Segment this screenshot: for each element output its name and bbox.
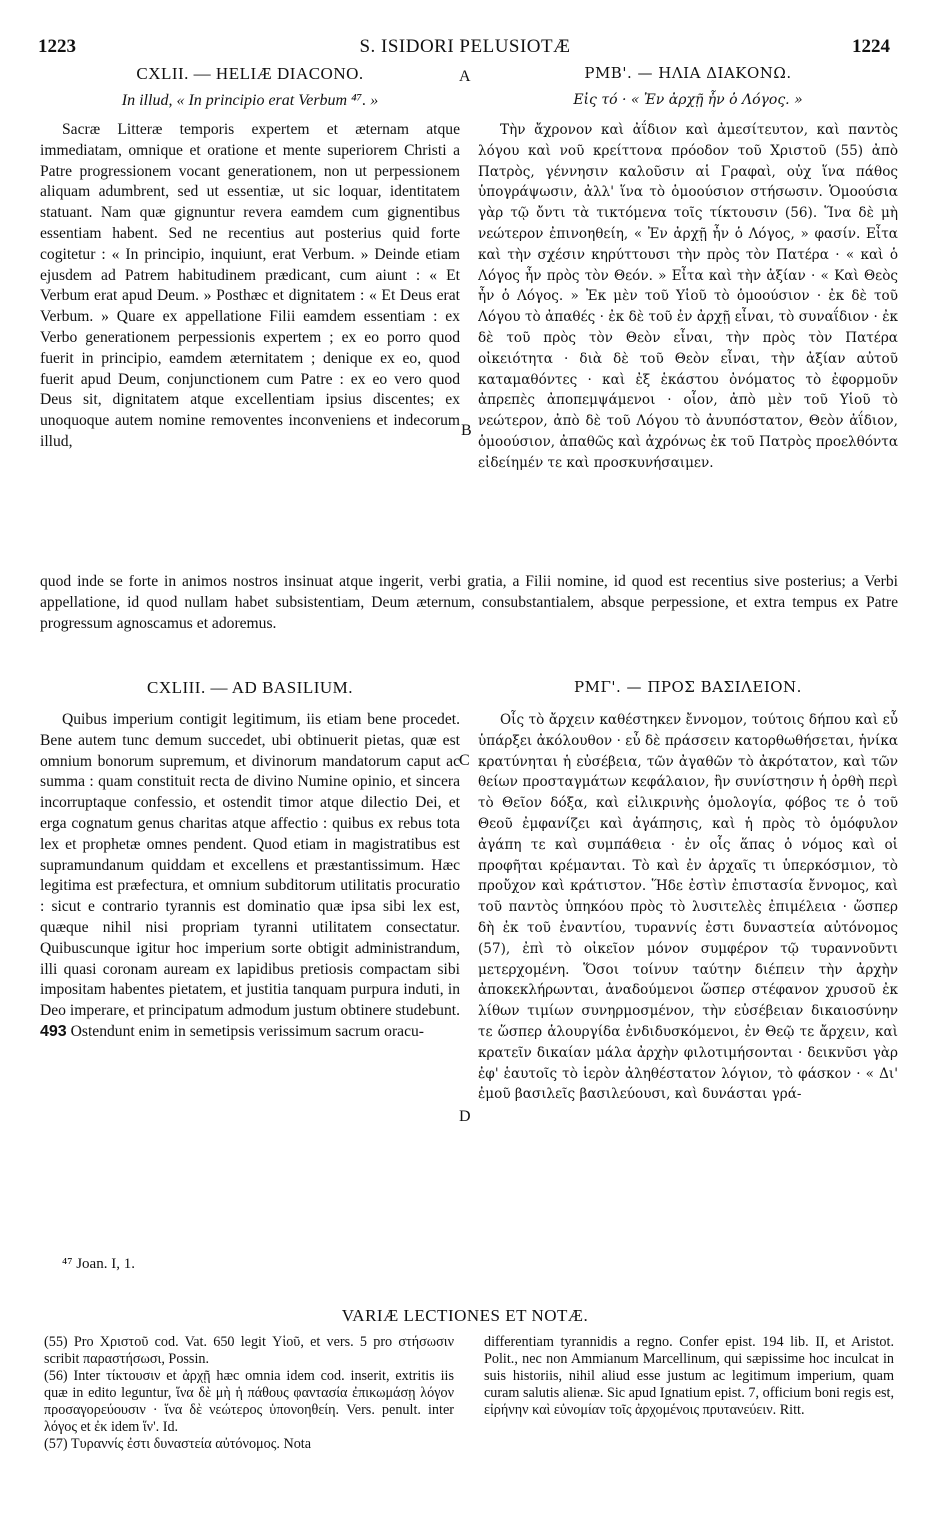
latin-continuation: quod inde se forte in animos nostros insinuat atque ingerit, verbi gratia, a Filii nomine, id quod est recentius sive posterius; a Verbi appellatione, id quod nullam habet subsistentiam, Deum æternum, consubstantialem, absque perpessione, et extra tempus ex Patre progressum agnoscamus et adoremus. <box>40 573 898 632</box>
greek-paragraph-143: Οἷς τὸ ἄρχειν καθέστηκεν ἔννομον, τούτοις δήπου καὶ εὖ ὑπάρξει ἀκόλουθον · εὖ δὲ πράσσειν κατορθωθήσεται, ἡνίκα κρατύνηται ἡ εὐσέβεια, τῶν ἀγαθῶν τὸ ἀκρότατον, καὶ τῶν θείων προσταγμάτων κεφάλαιον, ἣν συνίστησιν ἡ ὀρθὴ περὶ τὸ Θεῖον δόξα, καὶ εἰλικρινὴς ὁμολογία, φόβος τε ὁ τοῦ Θεοῦ ἐμφανίζει καὶ ἀγάπησις, καὶ ἡ πρὸς τὸ ὁμόφυλον ἀγάπη τε καὶ συμπάθεια · ἐν οἷς ἅπας ὁ νόμος καὶ οἱ προφῆται κρέμανται. Τὸ καὶ ἐν ἀρχαῖς τι ὑπερκόσμιον, τὸ προὔχον καὶ κράτιστον. Ἥδε ἐστὶν ἐπιστασία ἔννομος, καὶ τοῦ παντὸς ὑπηκόου πρὸς τὸ λυσιτελὲς ἐπιμέλεια · ὥσπερ δὴ ἐκ τοῦ ἐναντίου, τυραννίς ἐστι δυναστεία αὐτόνομος (57), ἐπὶ τὸ οἰκεῖον μόνον συμφέρον τῷ τυραννοῦντι μετερχομένη. Ὅσοι τοίνυν ταύτην διέπειν τὴν ἀρχὴν ἀποκεκλήρωνται, ἀναδούμενοι ὥσπερ στέφανον χρυσοῦ ἐκ λίθων τιμίων συνηρμοσμένον, τὴν εὐσέβειαν δικαιοσύνην τε ὥσπερ ἁλουργίδα ἐνδιδυσκόμενοι, ἐν Θεῷ τε ἄρχειν, καὶ κρατεῖν δικαίαν μάλα ἀρχὴν φιλοτιμήσονται · δεικνῦσι γὰρ ἐφ' ἑαυτοῖς τὸ ἱερὸν ἀληθέστατον λόγιον, τὸ φάσκον · « Δι' ἐμοῦ βασιλεῖς βασιλεύουσι, καὶ δυνάσται γρά- <box>478 712 898 1103</box>
column-marker: 493 <box>40 1022 67 1040</box>
note-57: (57) Τυραννίς ἐστι δυναστεία αὐτόνομος. Nota <box>44 1436 312 1452</box>
greek-letter-title: ΡΜΒ'. — ΗΛΙΑ ΔΙΑΚΟΝΩ. <box>584 64 792 82</box>
latin-letter-subtitle: In illud, « In principio erat Verbum ⁴⁷. » <box>121 92 379 109</box>
notes-right-column <box>484 1334 894 1524</box>
left-page-number: 1223 <box>38 36 76 57</box>
notes-left-column <box>44 1334 454 1524</box>
latin-text-after-marker: Ostendunt enim in semetipsis verissimum sacrum oracu- <box>70 1022 425 1040</box>
greek-column-143 <box>478 710 898 1232</box>
greek-paragraph: Τὴν ἄχρονον καὶ ἀΐδιον καὶ ἀμεσίτευτον, καὶ παντὸς λόγου καὶ νοῦ κρείττονα πρόοδον τοῦ Χριστοῦ (55) ἀπὸ Πατρὸς, γέννησιν καλοῦσιν αἱ Γραφαὶ, οὐχ ἵνα πάθος ὑπογράψωσιν, ἀλλ' ἵνα τὸ ὁμοούσιον στήσωσιν. Ὁμοούσια γὰρ τῷ ὄντι τὰ τικτόμενα τοῖς τίκτουσιν (56). Ἵνα δὲ μὴ νεώτερον ἐπινοηθείη, « Ἐν ἀρχῇ ἦν ὁ Λόγος, » φασίν. Εἶτα καὶ τὴν σχέσιν κηρύττουσι τὴν πρὸς τὸν Πατέρα · « καὶ ὁ Λόγος ἦν πρὸς τὸν Θεόν. » Εἶτα καὶ τὴν ἀξίαν · « Καὶ Θεὸς ἦν ὁ Λόγος. » Ἐκ μὲν τοῦ Υἱοῦ τὸ ὁμοούσιον · ἐκ δὲ τοῦ Λόγου τὸ ἀπαθές · ἐκ δὲ τοῦ ἐν ἀρχῇ εἶναι, τὸ συναΐδιον · ἐκ δὲ τοῦ πρὸς τὸν Θεὸν εἶναι, τὴν πρὸς τὸν Πατέρα οἰκειότητα · διὰ δὲ τοῦ Θεὸν εἶναι, τὴν ἀξίαν αὐτοῦ καταμαθόντες · καὶ ἐξ ἑκάστου ὀνόματος τὸ ἐφορμοῦν ἀπρεπὲς ἀποπεμψάμενοι · οἷον, ἀπὸ μὲν τοῦ Υἱοῦ τὸ νεώτερον, ἀπὸ δὲ τοῦ Λόγου τὸ ἀνυπόστατον, Θεὸν ἀΐδιον, ὁμοούσιον, ἀπαθῶς καὶ ἀχρόνως ἐκ τοῦ Πατρὸς προελθόντα εἰδείημέν τε καὶ προσκυνήσαιμεν. <box>478 122 898 471</box>
latin-letter-title: CXLII. — HELIÆ DIACONO. <box>136 64 364 83</box>
note-55: (55) Pro Χριστοῦ cod. Vat. 650 legit Υἱοῦ, et vers. 5 pro στήσωσιν scribit παραστήσωσι, Possin. <box>44 1334 454 1367</box>
greek-column-142 <box>478 120 898 570</box>
note-57-continued: differentiam tyrannidis a regno. Confer epist. 194 lib. II, et Aristot. Polit., nec non Ammianum Marcellinum, qui sæpissime hoc inculcat in suis historiis, nihil aliud esse justum ac legitimum imperium, quam curam salutis alienæ. Sic apud Ignatium epist. 7, officium boni regis est, εἰρήνην καὶ εὐνομίαν τοῖς ἀρχομένοις πρυτανεύειν. Ritt. <box>484 1334 894 1418</box>
margin-letter-c: C <box>459 752 470 769</box>
margin-letter-d: D <box>459 1108 471 1125</box>
latin-paragraph: Sacræ Litteræ temporis expertem et æternam atque immediatam, omnique et oratione et mente superiorem Christi a Patre progressionem vocant generationem, non ut perpessionem aliquam adumbrent, sed ut essentiæ, ut sic loquar, identitatem statuant. Nam quæ gignuntur revera eamdem cum gignentibus essentiam habent. Sed ne recentius aut posterius quid forte cogitetur : « In principio, inquiunt, erat Verbum. » Deinde etiam ejusdem ad Patrem habitudinem prædicant, cum aiunt : « Et Verbum erat apud Deum. » Posthæc et dignitatem : « Et Deus erat Verbum. » Quare ex appellatione Filii eamdem essentiam : ex Verbo generationem perpessionis expertem ; ex eo porro quod fuerit in principio, eamdem æternitatem ; denique ex eo, quod fuerit apud Deum, conjunctionem cum Patre : ex eo vero quod Deus sit, dignitatem atque excellentiam ipsius discentes; ex unoquoque autem nomine removentes inconveniens et indecorum illud, <box>40 121 460 450</box>
greek-letter-subtitle: Εἰς τό · « Ἐν ἀρχῇ ἦν ὁ Λόγος. » <box>573 92 803 108</box>
latin-column-143 <box>40 710 460 1232</box>
latin-column-142 <box>40 120 460 570</box>
note-56: (56) Inter τίκτουσιν et ἀρχῇ hæc omnia idem cod. inserit, extritis iis quæ in edito leguntur, ἵνα δὲ μὴ ἡ πάθους φαντασία ἐπικωμάσῃ λόγον προσαγορεύουσιν · ἵνα δὲ νεώτερος ὑπονοηθείη. Vers. penult. inter λόγος et ἐκ idem ἵν'. Id. <box>44 1368 454 1435</box>
margin-letter-a: A <box>459 68 471 85</box>
scripture-footnote: ⁴⁷ Joan. I, 1. <box>62 1256 135 1272</box>
latin-paragraph-143 <box>40 710 460 1043</box>
latin-text-before-marker: Quibus imperium contigit legitimum, iis etiam bene procedet. Bene autem tunc demum succedet, ubi obtinuerit pietas, quæ est omnium bonorum supremum, et divinorum mandatorum caput ac summa : quam constituit recta de divino Numine opinio, et sincera incorruptaque confessio, et ostendit timor atque dilectio Dei, et erga cognatum genus charitas atque affectio : quibus ex rebus tota lex et prophetæ omnes pendent. Quod etiam in magistratibus est supramundanum quiddam et excellens et præstantissimum. Hæc legitima est præfectura, et omnium subditorum utilitatis procuratio : sicut e contrario tyrannis est dominatio quæ ipsa sibi lex est, quæque nihil nisi propriam tyranni utilitatem consectatur. Quibuscunque igitur hoc imperium sorte obtigit administrandum, illi quasi coronam auream ex lapidibus pretiosis compactam sibi impositam habentes pietatem, et justitia tanquam purpura induti, in Deo imperare, et principatum admodum justum obtinere studebunt. <box>40 711 460 1020</box>
margin-letter-b: B <box>461 422 472 439</box>
greek-letter-title-143: ΡΜΓ'. — ΠΡΟΣ ΒΑΣΙΛΕΙΟΝ. <box>574 678 802 696</box>
running-title: S. ISIDORI PELUSIOTÆ <box>359 36 571 57</box>
right-page-number: 1224 <box>852 36 890 57</box>
latin-letter-title-143: CXLIII. — AD BASILIUM. <box>146 678 354 697</box>
notes-heading: VARIÆ LECTIONES ET NOTÆ. <box>341 1306 589 1325</box>
